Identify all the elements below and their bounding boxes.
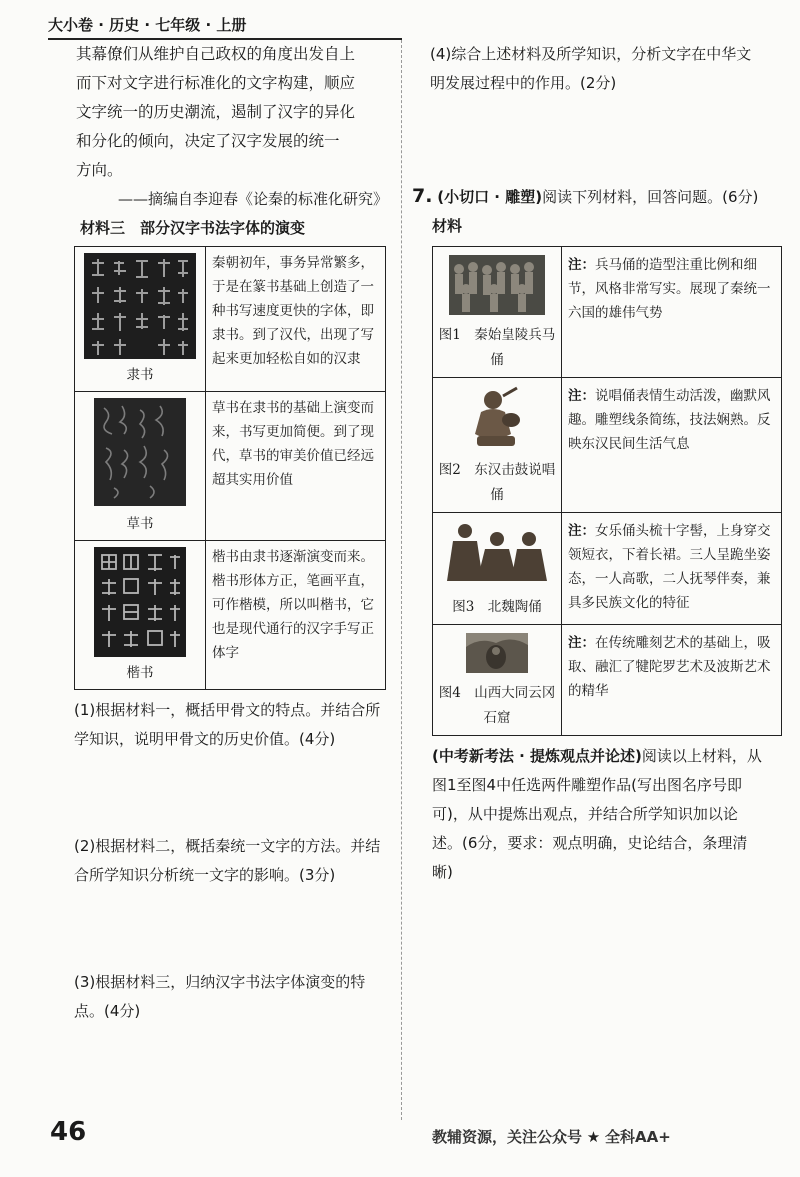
para-line: 方向。 [76, 161, 123, 179]
note-label: 注： [568, 523, 595, 539]
material-label: 材料 [432, 217, 463, 235]
figure-caption: 图1 秦始皇陵兵马俑 [438, 327, 556, 368]
question-1: (1)根据材料一，概括甲骨文的特点。并结合所学知识，说明甲骨文的历史价值。(4分) [74, 701, 381, 748]
terracotta-army-image [449, 255, 545, 315]
table-row [75, 541, 386, 690]
question-number: 7. [412, 185, 433, 207]
figure-note [562, 378, 782, 513]
figure-cell [433, 513, 562, 625]
script-image-cell [75, 392, 206, 541]
material3-title: 材料三 部分汉字书法字体的演变 [80, 219, 306, 237]
question-7-task [432, 742, 762, 887]
page-number: 46 [50, 1117, 87, 1147]
question-3: (3)根据材料三，归纳汉字书法字体演变的特点。(4分) [74, 973, 366, 1020]
table-row [75, 392, 386, 541]
para-line: 其幕僚们从维护自己政权的角度出发自上 [76, 45, 356, 63]
question-7-text: 阅读下列材料，回答问题。(6分) [542, 188, 759, 206]
figure-note [562, 247, 782, 378]
table-row [433, 513, 782, 625]
para-line: 文字统一的历史潮流，遏制了汉字的异化 [76, 103, 356, 121]
script-label: 隶书 [126, 367, 154, 383]
script-table [74, 246, 386, 690]
caoshu-calligraphy-image [94, 398, 186, 506]
figure-caption: 图4 山西大同云冈石窟 [438, 685, 556, 726]
table-row [75, 247, 386, 392]
source-citation: ——摘编自李迎春《论秦的标准化研究》 [117, 190, 388, 208]
script-image-cell [75, 247, 206, 392]
table-row [433, 378, 782, 513]
note-text: 说唱俑表情生动活泼，幽默风趣。雕塑线条简练，技法娴熟。反映东汉民间生活气息 [568, 388, 771, 452]
figure-caption: 图2 东汉击鼓说唱俑 [438, 462, 556, 503]
para-line: 而下对文字进行标准化的文字构建，顺应 [76, 74, 356, 92]
question-4: (4)综合上述材料及所学知识，分析文字在中华文明发展过程中的作用。(2分) [430, 45, 752, 92]
right-column [412, 40, 771, 887]
note-text: 在传统雕刻艺术的基础上，吸取、融汇了犍陀罗艺术及波斯艺术的精华 [568, 635, 771, 699]
footer-note-a: 教辅资源，关注公众号 [432, 1128, 583, 1146]
figure-cell [433, 625, 562, 736]
figure-note [562, 513, 782, 625]
table-row [433, 247, 782, 378]
note-text: 女乐俑头梳十字髻，上身穿交领短衣，下着长裙。三人呈跪坐姿态，一人高歌，二人抚琴伴奏，兼具多民族文化的特征 [568, 523, 771, 611]
table-row [433, 625, 782, 736]
question-tag: (小切口 · 雕塑) [437, 188, 543, 206]
footer-note [432, 1126, 671, 1147]
script-description: 秦朝初年，事务异常繁多，于是在篆书基础上创造了一种书写速度更快的字体，即隶书。到了汉代，出现了写起来更加轻松自如的汉隶 [206, 247, 386, 392]
sculpture-table [432, 246, 782, 736]
question-2: (2)根据材料二，概括秦统一文字的方法。并结合所学知识分析统一文字的影响。(3分) [74, 837, 381, 884]
yungang-grottoes-image [466, 633, 528, 673]
column-divider [401, 40, 402, 1120]
star-icon: ★ [586, 1128, 601, 1146]
question-7-header [412, 182, 762, 212]
script-label: 草书 [126, 516, 154, 532]
script-image-cell [75, 541, 206, 690]
note-label: 注： [568, 388, 595, 404]
footer-note-b: 全科AA+ [605, 1128, 671, 1146]
figure-cell [433, 247, 562, 378]
para-line: 和分化的倾向，决定了汉字发展的统一 [76, 132, 340, 150]
script-description: 草书在隶书的基础上演变而来，书写更加简便。到了现代，草书的审美价值已经远超其实用价值 [206, 392, 386, 541]
left-column [76, 40, 394, 1026]
note-label: 注： [568, 257, 595, 273]
drummer-figurine-image [467, 386, 527, 450]
note-label: 注： [568, 635, 595, 651]
figure-note [562, 625, 782, 736]
task-tag: (中考新考法 · 提炼观点并论述) [432, 747, 642, 765]
figure-caption: 图3 北魏陶俑 [452, 599, 542, 615]
kaishu-calligraphy-image [94, 547, 186, 657]
task-text: 阅读以上材料，从图1至图4中任选两件雕塑作品(写出图名序号即可)，从中提炼出观点，并结合所学知识加以论述。(6分，要求：观点明确，史论结合，条理清晰) [432, 747, 762, 881]
figure-cell [433, 378, 562, 513]
script-description: 楷书由隶书逐渐演变而来。楷书形体方正，笔画平直，可作楷模，所以叫楷书，它也是现代通行的汉字手写正体字 [206, 541, 386, 690]
lishu-calligraphy-image [84, 253, 196, 359]
note-text: 兵马俑的造型注重比例和细节，风格非常写实。展现了秦统一六国的雄伟气势 [568, 257, 771, 321]
northern-wei-figurines-image [447, 521, 547, 587]
script-label: 楷书 [126, 665, 154, 681]
page-header: 大小卷 · 历史 · 七年级 · 上册 [48, 16, 247, 34]
